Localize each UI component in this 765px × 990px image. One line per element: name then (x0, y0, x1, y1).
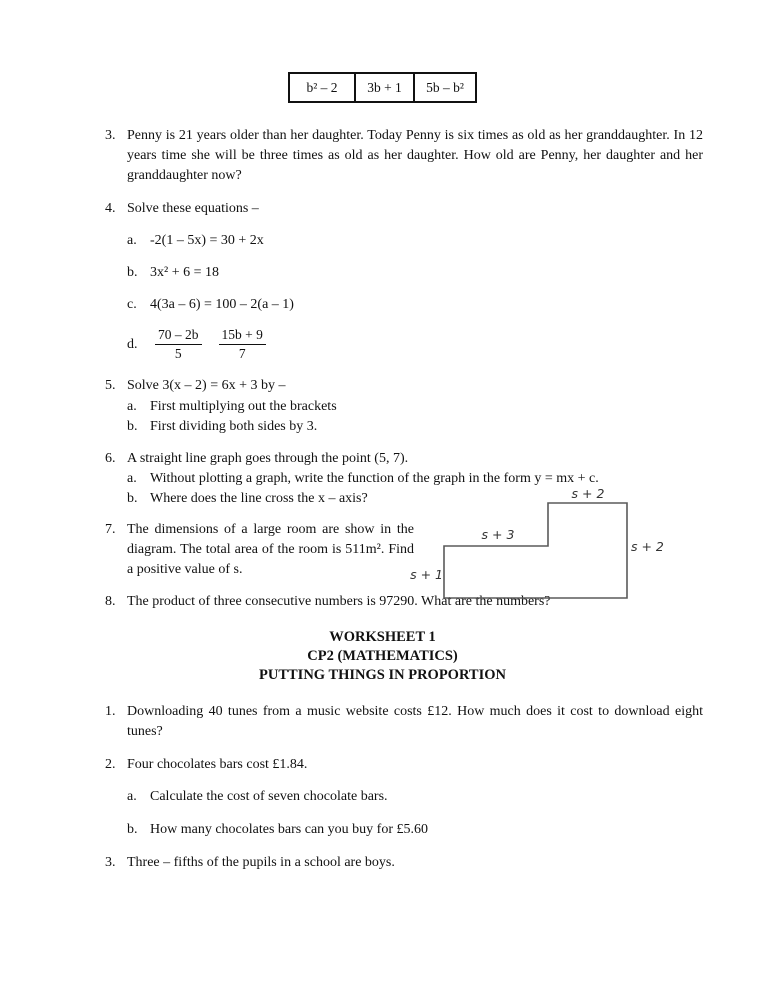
question-4d (127, 327, 703, 362)
sub-text: How many chocolates bars can you buy for £5.60 (150, 822, 428, 837)
question-6 (105, 449, 703, 469)
fraction-denominator: 5 (174, 346, 182, 361)
question-4a (127, 231, 703, 251)
expression-table (288, 72, 477, 103)
sub-text: Without plotting a graph, write the function of the graph in the form y = mx + c. (150, 471, 599, 486)
question-number: 8. (105, 594, 116, 609)
question-number: 5. (105, 378, 116, 393)
ws1-question-1 (105, 702, 703, 742)
question-text: Solve these equations – (127, 201, 259, 216)
expression-table-wrapper (288, 72, 477, 103)
fraction-2 (219, 327, 266, 362)
question-number: 3. (105, 128, 116, 143)
sub-letter: d. (127, 336, 138, 352)
sub-letter: b. (127, 265, 138, 280)
question-number: 7. (105, 522, 116, 537)
ws1-question-2 (105, 755, 703, 775)
question-number: 4. (105, 201, 116, 216)
ws1-question-2a (127, 787, 703, 807)
question-number: 2. (105, 757, 116, 772)
worksheet-heading (0, 628, 765, 685)
sub-text: Calculate the cost of seven chocolate bars. (150, 789, 388, 804)
ws1-question-2b (127, 820, 703, 840)
question-text: Penny is 21 years older than her daughter. Today Penny is six times as old as her granddaughter. In 12 years time she will be three times as old as her daughter. How old are Penny, her daughter and her granddaughter now? (127, 128, 703, 183)
sub-letter: b. (127, 822, 138, 837)
question-number: 3. (105, 855, 116, 870)
room-diagram-svg (410, 483, 670, 611)
sub-text: Where does the line cross the x – axis? (150, 491, 368, 506)
fraction-1 (155, 327, 202, 362)
question-5 (105, 376, 703, 396)
sub-letter: a. (127, 789, 137, 804)
question-3 (105, 126, 703, 186)
equation-text: 3x² + 6 = 18 (150, 265, 219, 280)
question-text: The dimensions of a large room are show in the diagram. The total area of the room is 511m². Find a positive value of s. (127, 522, 414, 577)
question-text: Three – fifths of the pupils in a school are boys. (127, 855, 395, 870)
sub-letter: a. (127, 471, 137, 486)
diagram-label-left: s + 1 (410, 567, 443, 582)
sub-letter: b. (127, 419, 138, 434)
question-text: Four chocolates bars cost £1.84. (127, 757, 308, 772)
worksheet1-content (0, 702, 765, 873)
fraction-numerator: 70 – 2b (155, 327, 202, 345)
question-text: Downloading 40 tunes from a music website costs £12. How much does it cost to download eight tunes? (127, 704, 703, 739)
equation-text: -2(1 – 5x) = 30 + 2x (150, 233, 264, 248)
expression-table-row (289, 73, 476, 102)
question-4c (127, 295, 703, 315)
fraction-denominator: 7 (238, 346, 246, 361)
sub-letter: c. (127, 297, 137, 312)
question-4b (127, 263, 703, 283)
heading-line-1: WORKSHEET 1 (329, 629, 436, 645)
fraction-numerator: 15b + 9 (219, 327, 266, 345)
heading-line-3: PUTTING THINGS IN PROPORTION (259, 667, 506, 683)
sub-text: First multiplying out the brackets (150, 399, 337, 414)
equation-text: 4(3a – 6) = 100 – 2(a – 1) (150, 297, 294, 312)
sub-text: First dividing both sides by 3. (150, 419, 318, 434)
diagram-label-right: s + 2 (631, 539, 664, 554)
expression-cell-3: 5b – b² (414, 73, 476, 102)
heading-line-2: CP2 (MATHEMATICS) (307, 648, 458, 664)
question-text: The product of three consecutive numbers is 97290. What are the numbers? (127, 594, 551, 609)
ws1-question-3 (105, 853, 703, 873)
sub-letter: a. (127, 399, 137, 414)
room-outline (444, 503, 627, 598)
sub-letter: a. (127, 233, 137, 248)
diagram-label-top: s + 2 (571, 486, 605, 501)
diagram-label-step: s + 3 (481, 527, 515, 542)
question-text: A straight line graph goes through the point (5, 7). (127, 451, 409, 466)
room-diagram (410, 483, 670, 611)
expression-cell-1: b² – 2 (289, 73, 355, 102)
question-text: Solve 3(x – 2) = 6x + 3 by – (127, 378, 286, 393)
question-5b (127, 417, 703, 437)
question-number: 6. (105, 451, 116, 466)
expression-cell-2: 3b + 1 (355, 73, 414, 102)
question-5a (127, 397, 703, 417)
question-4 (105, 199, 703, 219)
question-number: 1. (105, 704, 116, 719)
sub-letter: b. (127, 491, 138, 506)
